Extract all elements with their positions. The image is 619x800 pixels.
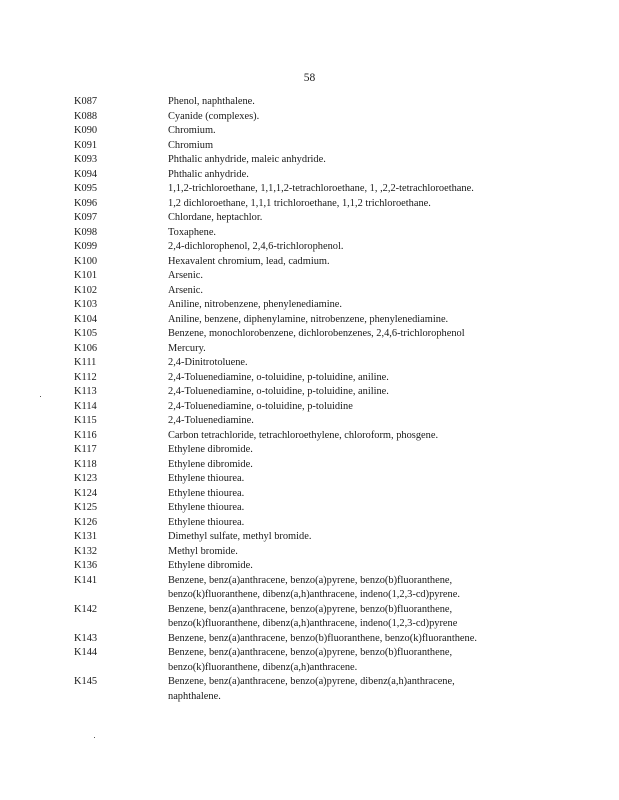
hazardous-constituents: Phenol, naphthalene.	[168, 96, 255, 107]
waste-code: K095	[74, 183, 98, 194]
hazardous-constituents: Aniline, nitrobenzene, phenylenediamine.	[168, 299, 342, 310]
hazardous-constituents: Chromium	[168, 139, 214, 151]
hazardous-constituents: Ethylene dibromide.	[168, 458, 253, 470]
waste-code: K105	[74, 328, 98, 339]
hazardous-constituents: 2,4-Toluenediamine, o-toluidine, p-toluidine, aniline.	[168, 371, 389, 383]
table-row	[74, 327, 574, 342]
table-row	[74, 255, 574, 270]
table-row	[74, 95, 574, 110]
table-row	[74, 298, 574, 313]
hazardous-constituents: 2,4-Toluenediamine.	[168, 415, 254, 426]
hazardous-constituents: Benzene, benz(a)anthracene, benzo(a)pyrene, benzo(b)fluoranthene, benzo(k)fluoranthene, dibenz(a,h)anthracene, indeno(1,2,3-cd)pyrene	[168, 603, 458, 629]
hazardous-constituents: Phthalic anhydride, maleic anhydride.	[168, 154, 326, 165]
waste-code: K141	[74, 574, 98, 586]
hazardous-constituents: Ethylene thiourea.	[168, 487, 245, 499]
table-row	[74, 356, 574, 371]
waste-code: K136	[74, 560, 98, 571]
table-row	[74, 472, 574, 487]
waste-code: K126	[74, 516, 98, 528]
table-row	[74, 110, 574, 125]
hazardous-constituents: Methyl bromide.	[168, 545, 238, 557]
hazardous-constituents: Aniline, benzene, diphenylamine, nitrobenzene, phenylenediamine.	[168, 313, 449, 325]
hazardous-constituents: Ethylene dibromide.	[168, 444, 253, 455]
table-row	[74, 168, 574, 183]
waste-code: K125	[74, 502, 98, 513]
waste-code: K093	[74, 154, 98, 165]
hazardous-constituents: Toxaphene.	[168, 226, 217, 238]
waste-code: K106	[74, 342, 98, 354]
table-row	[74, 675, 574, 704]
hazardous-constituents: Chromium.	[168, 125, 216, 136]
hazardous-constituents: Benzene, monochlorobenzene, dichlorobenzenes, 2,4,6-trichlorophenol	[168, 328, 465, 339]
table-row	[74, 458, 574, 473]
table-row	[74, 501, 574, 516]
hazardous-constituents: Phthalic anhydride.	[168, 168, 249, 180]
table-row	[74, 182, 574, 197]
waste-code: K117	[74, 444, 97, 455]
table-row	[74, 385, 574, 400]
hazardous-constituents: Benzene, benz(a)anthracene, benzo(a)pyrene, benzo(b)fluoranthene, benzo(k)fluoranthene, dibenz(a,h)anthracene, indeno(1,2,3-cd)pyrene.	[168, 574, 460, 600]
waste-code: K132	[74, 545, 98, 557]
table-row	[74, 443, 574, 458]
table-row	[74, 226, 574, 241]
waste-code: K124	[74, 487, 98, 499]
page-number: 58	[303, 72, 316, 84]
hazardous-constituents: 2,4-Dinitrotoluene.	[168, 357, 248, 368]
waste-code: K131	[74, 531, 98, 542]
table-row	[74, 632, 574, 647]
hazardous-constituents: Ethylene thiourea.	[168, 516, 245, 528]
hazardous-constituents: Arsenic.	[168, 270, 203, 281]
waste-code: K096	[74, 197, 98, 209]
table-row	[74, 646, 574, 675]
waste-code: K113	[74, 386, 97, 397]
waste-code: K118	[74, 458, 97, 470]
table-row	[74, 530, 574, 545]
hazardous-constituents: 1,2 dichloroethane, 1,1,1 trichloroethane, 1,1,2 trichloroethane.	[168, 197, 431, 209]
scan-speck	[40, 396, 41, 397]
waste-code: K100	[74, 255, 98, 267]
waste-code-table	[74, 95, 574, 704]
waste-code: K097	[74, 212, 98, 223]
waste-code: K142	[74, 603, 98, 615]
hazardous-constituents: 2,4-Toluenediamine, o-toluidine, p-toluidine	[168, 400, 353, 412]
scan-speck	[94, 737, 95, 738]
waste-code: K111	[74, 357, 97, 368]
waste-code: K103	[74, 299, 98, 310]
waste-code: K115	[74, 415, 97, 426]
hazardous-constituents: 2,4-dichlorophenol, 2,4,6-trichlorophenol.	[168, 241, 344, 252]
hazardous-constituents: Cyanide (complexes).	[168, 110, 260, 122]
table-row	[74, 211, 574, 226]
hazardous-constituents: Hexavalent chromium, lead, cadmium.	[168, 255, 330, 267]
hazardous-constituents: Ethylene thiourea.	[168, 502, 245, 513]
waste-code: K091	[74, 139, 98, 151]
hazardous-constituents: Carbon tetrachloride, tetrachloroethylene, chloroform, phosgene.	[168, 429, 439, 441]
waste-code: K114	[74, 400, 97, 412]
table-row	[74, 559, 574, 574]
table-row	[74, 371, 574, 386]
hazardous-constituents: Benzene, benz(a)anthracene, benzo(b)fluoranthene, benzo(k)fluoranthene.	[168, 632, 477, 644]
waste-code: K101	[74, 270, 98, 281]
waste-code: K102	[74, 284, 98, 296]
table-row	[74, 124, 574, 139]
waste-code: K144	[74, 647, 98, 658]
waste-code: K099	[74, 241, 98, 252]
waste-code: K088	[74, 110, 98, 122]
hazardous-constituents: Benzene, benz(a)anthracene, benzo(a)pyrene, benzo(b)fluoranthene, benzo(k)fluoranthene, dibenz(a,h)anthracene.	[168, 647, 453, 673]
table-row	[74, 545, 574, 560]
table-row	[74, 240, 574, 255]
hazardous-constituents: Chlordane, heptachlor.	[168, 212, 263, 223]
hazardous-constituents: Mercury.	[168, 342, 206, 354]
hazardous-constituents: Ethylene thiourea.	[168, 473, 245, 484]
waste-code: K116	[74, 429, 97, 441]
hazardous-constituents: 2,4-Toluenediamine, o-toluidine, p-toluidine, aniline.	[168, 386, 389, 397]
waste-code: K098	[74, 226, 98, 238]
table-row	[74, 284, 574, 299]
table-row	[74, 269, 574, 284]
table-row	[74, 603, 574, 632]
waste-code: K143	[74, 632, 98, 644]
table-row	[74, 197, 574, 212]
waste-code: K145	[74, 676, 98, 687]
hazardous-constituents: Benzene, benz(a)anthracene, benzo(a)pyrene, dibenz(a,h)anthracene, naphthalene.	[168, 676, 455, 702]
table-row	[74, 429, 574, 444]
table-row	[74, 414, 574, 429]
waste-code: K104	[74, 313, 98, 325]
table-row	[74, 400, 574, 415]
waste-code: K123	[74, 473, 98, 484]
table-row	[74, 313, 574, 328]
table-row	[74, 487, 574, 502]
waste-code: K112	[74, 371, 97, 383]
table-row	[74, 153, 574, 168]
table-row	[74, 574, 574, 603]
hazardous-constituents: 1,1,2-trichloroethane, 1,1,1,2-tetrachloroethane, 1, ,2,2-tetrachloroethane.	[168, 183, 474, 194]
table-row	[74, 342, 574, 357]
waste-code: K087	[74, 96, 98, 107]
hazardous-constituents: Dimethyl sulfate, methyl bromide.	[168, 531, 312, 542]
table-row	[74, 516, 574, 531]
table-row	[74, 139, 574, 154]
hazardous-constituents: Ethylene dibromide.	[168, 560, 253, 571]
waste-code: K094	[74, 168, 98, 180]
waste-code: K090	[74, 125, 98, 136]
hazardous-constituents: Arsenic.	[168, 284, 203, 296]
